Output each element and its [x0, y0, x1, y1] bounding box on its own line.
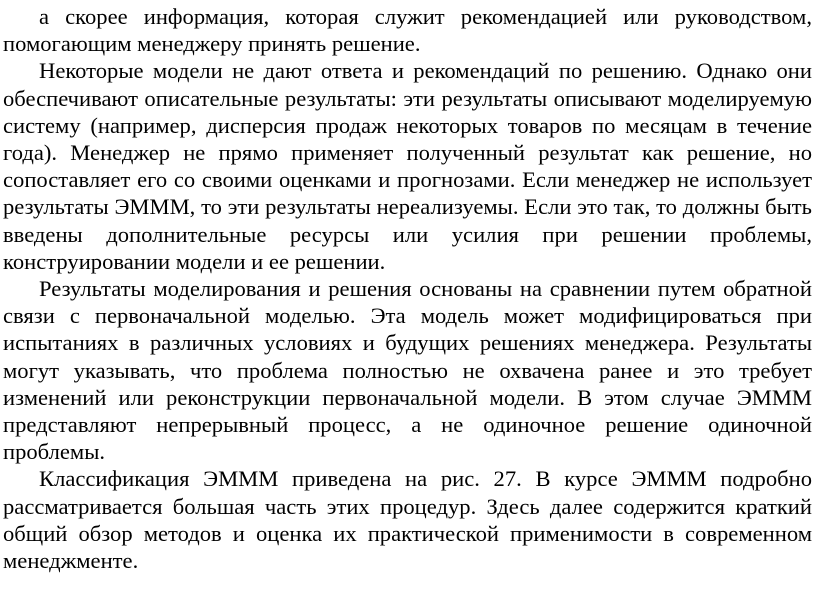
paragraph-descriptive-models: Некоторые модели не дают ответа и рекомендаций по решению. Однако они обеспечивают описательные результаты: эти результаты описывают моделируемую систему (например, дисперсия продаж некоторых товаров по месяцам в течение года). Менеджер не прямо применяет полученный результат как решение, но сопоставляет его со своими оценками и прогнозами. Если менеджер не использует результаты ЭМММ, то эти результаты нереализуемы. Если это так, то должны быть введены дополнительные ресурсы или усилия при решении проблемы, конструировании модели и ее решении. [3, 58, 812, 274]
paragraph-continuation: а скорее информация, которая служит рекомендацией или руководством, помогающим менеджеру принять решение. [3, 4, 812, 57]
paragraph-feedback-results: Результаты моделирования и решения основаны на сравнении путем обратной связи с первоначальной моделью. Эта модель может модифицироваться при испытаниях в различных условиях и будущих решениях менеджера. Результаты могут указывать, что проблема полностью не охвачена ранее и это требует изменений или реконструкции первоначальной модели. В этом случае ЭМММ представляют непрерывный процесс, а не одиночное решение одиночной проблемы. [3, 276, 812, 465]
paragraph-classification: Классификация ЭМММ приведена на рис. 27. В курсе ЭМММ подробно рассматривается большая часть этих процедур. Здесь далее содержится краткий общий обзор методов и оценка их практической применимости в современном менеджменте. [3, 466, 812, 574]
document-page [0, 3, 816, 574]
